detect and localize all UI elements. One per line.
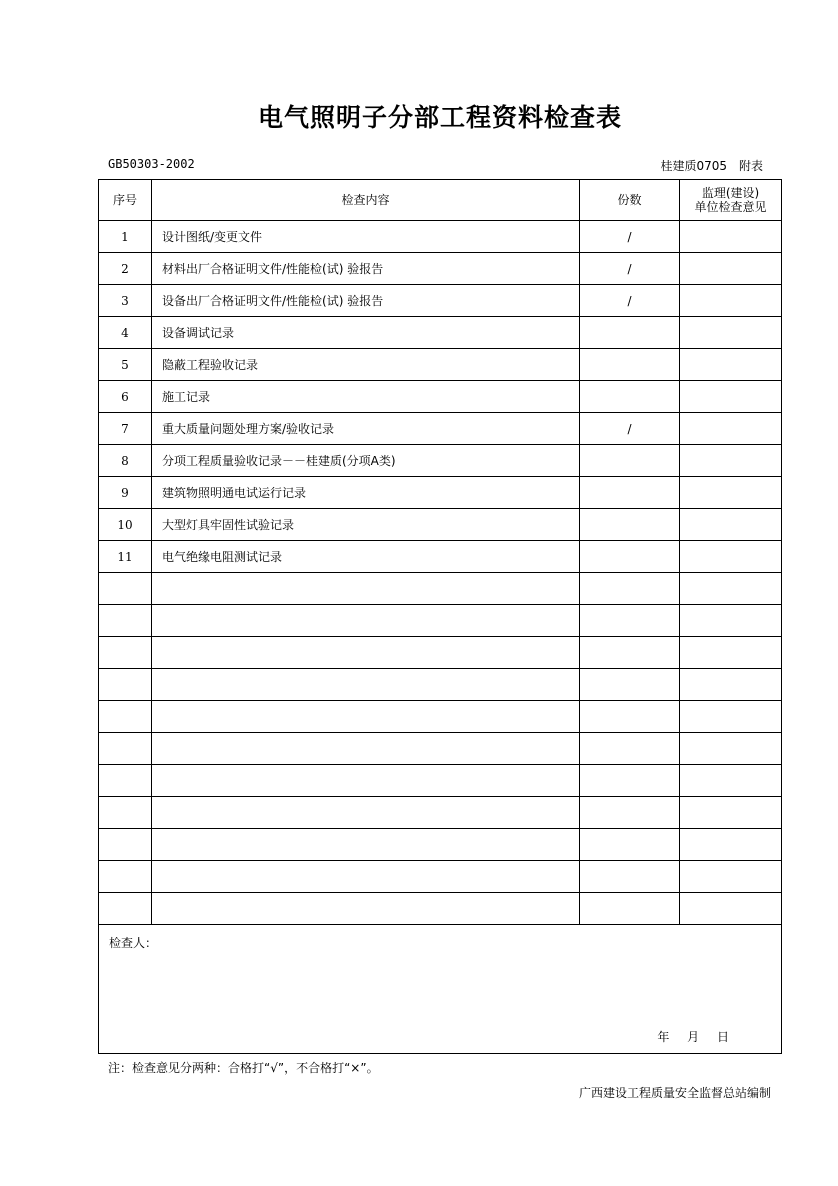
row-copies (580, 381, 680, 413)
row-copies (580, 349, 680, 381)
row-number (99, 573, 152, 605)
header-opinion-line2: 单位检查意见 (694, 200, 767, 214)
row-opinion (680, 797, 782, 829)
row-number: 6 (99, 381, 152, 413)
table-body (99, 221, 782, 925)
row-content: 大型灯具牢固性试验记录 (152, 509, 580, 541)
table-row (99, 669, 782, 701)
table-row (99, 573, 782, 605)
row-number (99, 669, 152, 701)
row-opinion (680, 637, 782, 669)
table-row (99, 637, 782, 669)
row-copies (580, 765, 680, 797)
row-copies (580, 573, 680, 605)
row-opinion (680, 413, 782, 445)
row-opinion (680, 733, 782, 765)
table-row (99, 413, 782, 445)
row-number (99, 797, 152, 829)
table-row (99, 381, 782, 413)
row-opinion (680, 349, 782, 381)
row-copies (580, 605, 680, 637)
row-content (152, 605, 580, 637)
header-opinion-line1: 监理(建设) (701, 186, 760, 200)
header-opinion (680, 180, 782, 221)
row-content: 设备出厂合格证明文件/性能检(试) 验报告 (152, 285, 580, 317)
row-number (99, 733, 152, 765)
row-opinion (680, 861, 782, 893)
row-number: 1 (99, 221, 152, 253)
row-copies: / (580, 221, 680, 253)
inspector-label: 检查人： (109, 936, 158, 950)
row-opinion (680, 701, 782, 733)
table-row (99, 221, 782, 253)
row-number (99, 765, 152, 797)
table-row (99, 701, 782, 733)
inspector-cell (99, 925, 782, 1054)
row-number: 11 (99, 541, 152, 573)
row-copies (580, 893, 680, 925)
table-row (99, 477, 782, 509)
row-content: 设备调试记录 (152, 317, 580, 349)
row-number: 8 (99, 445, 152, 477)
row-copies (580, 733, 680, 765)
row-opinion (680, 317, 782, 349)
row-copies: / (580, 285, 680, 317)
form-code: 桂建质0705 附表 (660, 159, 763, 173)
page-title: 电气照明子分部工程资料检查表 (257, 103, 622, 132)
row-copies (580, 829, 680, 861)
row-copies (580, 317, 680, 349)
row-copies: / (580, 413, 680, 445)
row-number (99, 893, 152, 925)
table-row (99, 733, 782, 765)
row-content: 设计图纸/变更文件 (152, 221, 580, 253)
row-copies (580, 477, 680, 509)
row-content: 材料出厂合格证明文件/性能检(试) 验报告 (152, 253, 580, 285)
row-opinion (680, 221, 782, 253)
row-number: 3 (99, 285, 152, 317)
row-opinion (680, 829, 782, 861)
row-content (152, 701, 580, 733)
row-opinion (680, 669, 782, 701)
row-opinion (680, 253, 782, 285)
row-opinion (680, 381, 782, 413)
row-opinion (680, 541, 782, 573)
table-row (99, 605, 782, 637)
row-copies: / (580, 253, 680, 285)
row-opinion (680, 573, 782, 605)
row-copies (580, 445, 680, 477)
row-copies (580, 637, 680, 669)
row-content (152, 669, 580, 701)
row-opinion (680, 285, 782, 317)
table-row (99, 829, 782, 861)
row-content (152, 861, 580, 893)
row-content (152, 797, 580, 829)
table-row (99, 445, 782, 477)
table-row (99, 509, 782, 541)
row-content (152, 733, 580, 765)
table-row (99, 253, 782, 285)
row-opinion (680, 893, 782, 925)
header-copies: 份数 (580, 180, 680, 221)
standard-code: GB50303-2002 (108, 157, 195, 171)
row-number: 7 (99, 413, 152, 445)
row-copies (580, 701, 680, 733)
row-number: 2 (99, 253, 152, 285)
compiler-label: 广西建设工程质量安全监督总站编制 (578, 1086, 771, 1100)
row-number (99, 829, 152, 861)
row-number: 5 (99, 349, 152, 381)
row-number: 9 (99, 477, 152, 509)
row-number (99, 637, 152, 669)
header-no: 序号 (99, 180, 152, 221)
row-opinion (680, 445, 782, 477)
table-row (99, 893, 782, 925)
row-content (152, 765, 580, 797)
row-content (152, 829, 580, 861)
row-number: 10 (99, 509, 152, 541)
date-label: 年 月 日 (657, 1030, 729, 1044)
row-opinion (680, 765, 782, 797)
row-content: 重大质量问题处理方案/验收记录 (152, 413, 580, 445)
row-opinion (680, 605, 782, 637)
inspection-table (98, 179, 782, 1054)
table-row (99, 317, 782, 349)
row-copies (580, 669, 680, 701)
row-copies (580, 541, 680, 573)
row-number: 4 (99, 317, 152, 349)
row-copies (580, 797, 680, 829)
table-row (99, 765, 782, 797)
footnote: 注：检查意见分两种：合格打“√”，不合格打“×”。 (108, 1061, 379, 1075)
row-opinion (680, 509, 782, 541)
table-row (99, 349, 782, 381)
table-row (99, 541, 782, 573)
row-number (99, 861, 152, 893)
row-content (152, 637, 580, 669)
table-row (99, 285, 782, 317)
table-row (99, 861, 782, 893)
row-content: 建筑物照明通电试运行记录 (152, 477, 580, 509)
row-content (152, 573, 580, 605)
row-number (99, 605, 152, 637)
row-copies (580, 509, 680, 541)
row-content: 施工记录 (152, 381, 580, 413)
row-number (99, 701, 152, 733)
row-content: 隐蔽工程验收记录 (152, 349, 580, 381)
table-header-row (99, 180, 782, 221)
row-content: 电气绝缘电阻测试记录 (152, 541, 580, 573)
header-content: 检查内容 (152, 180, 580, 221)
row-content (152, 893, 580, 925)
row-opinion (680, 477, 782, 509)
table-row (99, 797, 782, 829)
row-content: 分项工程质量验收记录－－桂建质(分项A类) (152, 445, 580, 477)
row-copies (580, 861, 680, 893)
inspector-row (99, 925, 782, 1054)
